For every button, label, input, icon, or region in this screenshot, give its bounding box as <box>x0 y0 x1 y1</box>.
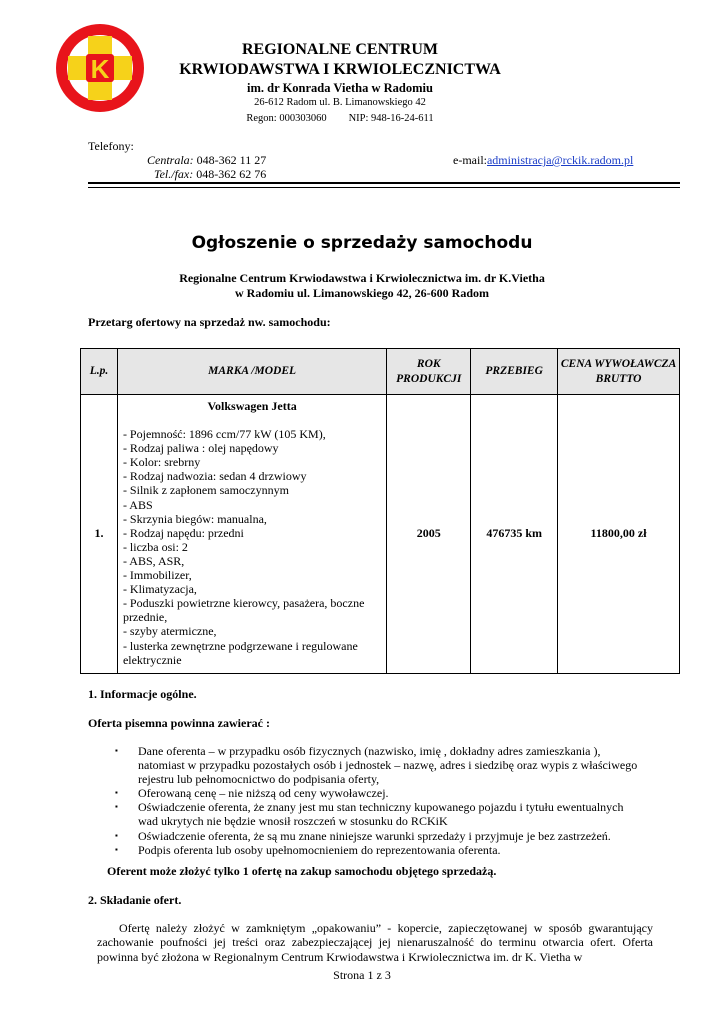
section-2-text: Ofertę należy złożyć w zamkniętym „opakowaniu” - kopercie, zapieczętowanej w sposób gwarantujący zachowanie poufności jej treści oraz zabezpieczającej jej nienaruszalność do terminu otwarcia ofert. Oferta powinna być złożona w Regionalnym Centrum Krwiodawstwa i Krwiolecznictwa im. dr K. Vietha w <box>97 921 653 964</box>
feature-item: - Rodzaj paliwa : olej napędowy <box>122 441 279 456</box>
page-title: Ogłoszenie o sprzedaży samochodu <box>191 233 533 253</box>
col-year: ROK PRODUKCJI <box>387 349 471 395</box>
feature-item: - Rodzaj nadwozia: sedan 4 drzwiowy <box>122 469 307 484</box>
list-item-text: Podpis oferenta lub osoby upełnomocnieniem do reprezentowania oferenta. <box>138 842 501 857</box>
feature-item: - Poduszki powietrzne kierowcy, pasażera, boczne przednie, <box>122 596 365 625</box>
svg-text:K: K <box>90 54 110 84</box>
list-item-text: Oświadczenie oferenta, że znany jest mu stan techniczny kupowanego pojazdu i tytułu ewentualnych wad ukrytych nie będzie wnosił roszczeń w stosunku do RCKiK <box>138 800 624 829</box>
feature-item: - lusterka zewnętrzne podgrzewane i regulowane elektrycznie <box>122 638 358 667</box>
list-item <box>115 843 645 857</box>
vehicle-table <box>80 348 680 674</box>
feature-item: - liczba osi: 2 <box>122 539 188 554</box>
row-mileage: 476735 km <box>471 395 558 674</box>
offer-requirements-list <box>115 744 645 857</box>
section-1-heading: 1. Informacje ogólne. <box>88 687 197 701</box>
org-ids <box>150 113 530 124</box>
org-patron: im. dr Konrada Vietha w Radomiu <box>247 81 433 95</box>
email <box>453 153 633 168</box>
offer-note: Oferent może złożyć tylko 1 ofertę na zakup samochodu objętego sprzedażą. <box>107 864 497 878</box>
feature-item: - Pojemność: 1896 ccm/77 kW (105 KM), <box>122 427 326 442</box>
list-item-text: Oświadczenie oferenta, że są mu znane niniejsze warunki sprzedaży i przyjmuje je bez zastrzeżeń. <box>138 828 611 843</box>
central-label: Centrala: <box>147 153 194 167</box>
phones-label: Telefony: <box>88 139 134 153</box>
feature-list <box>123 427 381 667</box>
email-link[interactable]: administracja@rckik.radom.pl <box>486 153 634 167</box>
bullet-icon: ▪ <box>115 746 118 755</box>
tender-intro: Przetarg ofertowy na sprzedaż nw. samochodu: <box>88 315 331 329</box>
col-price: CENA WYWOŁAWCZA BRUTTO <box>558 349 680 395</box>
feature-item: - Klimatyzacja, <box>122 582 197 597</box>
feature-item: - ABS <box>122 497 153 512</box>
feature-item: - Kolor: srebrny <box>122 455 201 470</box>
feature-item: - ABS, ASR, <box>122 553 185 568</box>
subtitle-line1: Regionalne Centrum Krwiodawstwa i Krwiolecznictwa im. dr K.Vietha <box>179 271 545 285</box>
page-number: Strona 1 z 3 <box>333 968 391 982</box>
org-name <box>150 40 530 80</box>
row-description <box>117 395 386 674</box>
row-year: 2005 <box>387 395 471 674</box>
header-divider-thick <box>88 182 680 184</box>
row-model: Volkswagen Jetta <box>207 399 297 413</box>
nip: NIP: 948-16-24-611 <box>348 113 434 124</box>
bullet-icon: ▪ <box>115 844 118 854</box>
list-item-text: Dane oferenta – w przypadku osób fizycznych (nazwisko, imię , dokładny adres zamieszkania ), natomiast w przypadku pozostałych osób i jednostek – nazwę, adres i siedzibę oraz wypis z właściwego rejestru lub pełnomocnictwo do podpisania oferty, <box>138 744 638 787</box>
feature-item: - szyby atermiczne, <box>122 624 217 639</box>
feature-item: - Immobilizer, <box>122 568 192 583</box>
table-row <box>81 395 680 674</box>
org-name-line1: REGIONALNE CENTRUM <box>241 41 438 58</box>
list-item <box>115 786 645 800</box>
regon: Regon: 000303060 <box>246 113 327 124</box>
col-lp: L.p. <box>81 349 118 395</box>
list-item <box>115 800 645 828</box>
rckik-logo <box>52 20 148 116</box>
email-label: e-mail: <box>453 153 487 167</box>
subtitle-line2: w Radomiu ul. Limanowskiego 42, 26-600 Radom <box>234 286 490 300</box>
central-value: 048-362 11 27 <box>193 153 267 167</box>
feature-item: - Rodzaj napędu: przedni <box>122 525 244 540</box>
row-price: 11800,00 zł <box>558 395 680 674</box>
list-item <box>115 829 645 843</box>
fax-value: 048-362 62 76 <box>193 167 267 181</box>
header-divider-thin <box>88 187 680 188</box>
list-item-text: Oferowaną cenę – nie niższą od ceny wywoławczej. <box>138 786 389 801</box>
table-header-row <box>81 349 680 395</box>
section-2-heading: 2. Składanie ofert. <box>88 893 182 907</box>
list-item <box>115 744 645 786</box>
org-name-line2: KRWIODAWSTWA I KRWIOLECZNICTWA <box>179 61 501 78</box>
col-mileage: PRZEBIEG <box>471 349 558 395</box>
bullet-icon: ▪ <box>115 802 118 812</box>
offer-heading: Oferta pisemna powinna zawierać : <box>88 716 270 730</box>
fax-label: Tel./fax: <box>154 167 194 181</box>
col-model: MARKA /MODEL <box>117 349 386 395</box>
feature-item: - Skrzynia biegów: manualna, <box>122 511 267 526</box>
org-address: 26-612 Radom ul. B. Limanowskiego 42 <box>254 97 426 108</box>
row-lp: 1. <box>81 395 118 674</box>
feature-item: - Silnik z zapłonem samoczynnym <box>122 483 289 498</box>
bullet-icon: ▪ <box>115 830 118 840</box>
fax-phone <box>154 167 266 182</box>
bullet-icon: ▪ <box>115 788 118 798</box>
central-phone <box>147 153 266 168</box>
